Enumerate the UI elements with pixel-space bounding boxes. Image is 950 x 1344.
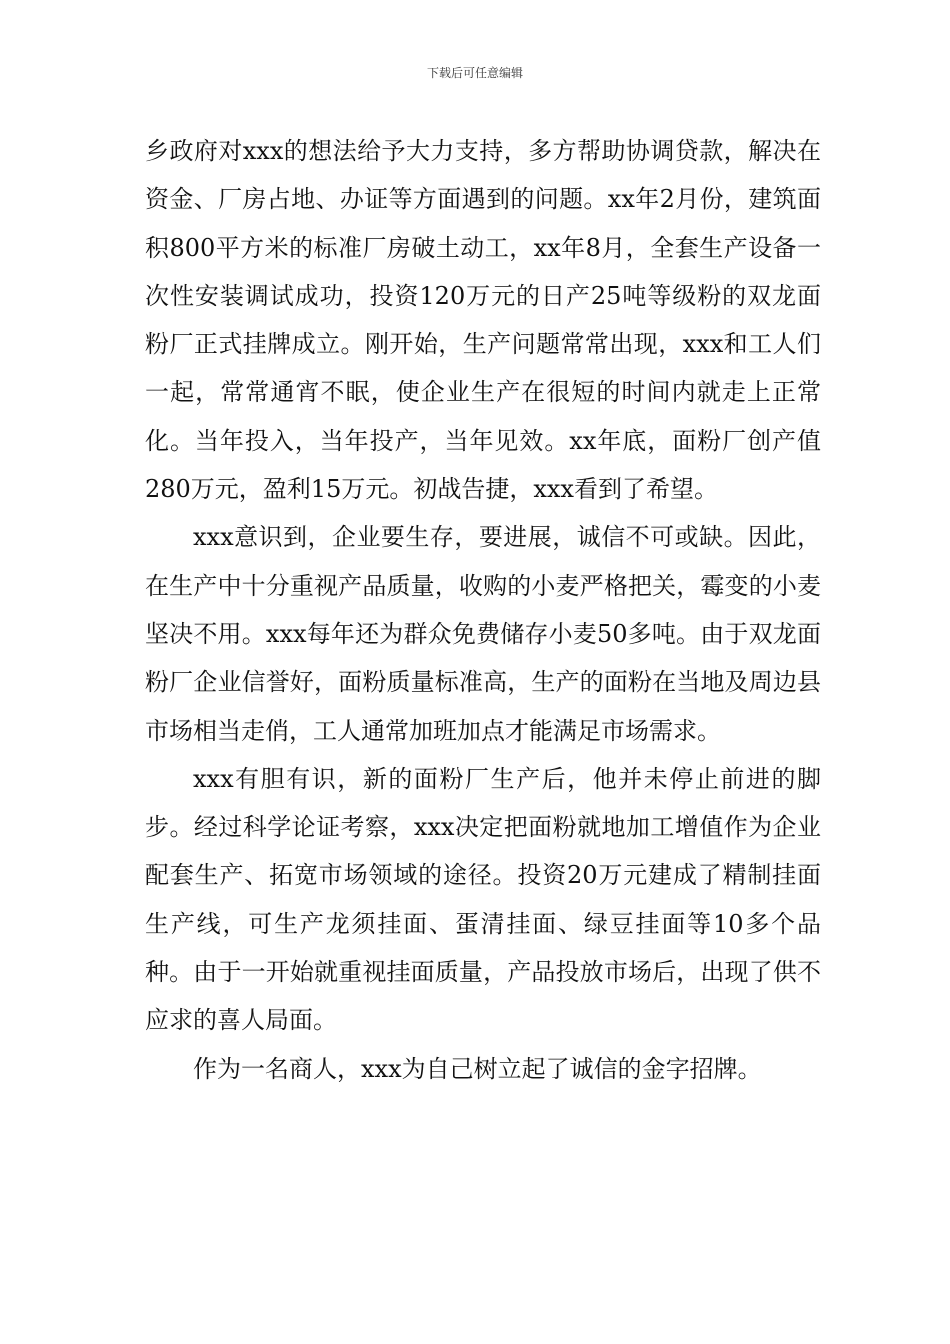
paragraph-3: xxx有胆有识，新的面粉厂生产后，他并未停止前进的脚步。经过科学论证考察，xxx决定把面粉就地加工增值作为企业配套生产、拓宽市场领域的途径。投资20万元建成了精制挂面生产线，可生产龙须挂面、蛋清挂面、绿豆挂面等10多个品种。由于一开始就重视挂面质量，产品投放市场后，出现了供不应求的喜人局面。: [145, 764, 821, 1035]
paragraph-1: 乡政府对xxx的想法给予大力支持，多方帮助协调贷款，解决在资金、厂房占地、办证等方面遇到的问题。xx年2月份，建筑面积800平方米的标准厂房破土动工，xx年8月，全套生产设备一次性安装调试成功，投资120万元的日产25吨等级粉的双龙面粉厂正式挂牌成立。刚开始，生产问题常常出现，xxx和工人们一起，常常通宵不眠，使企业生产在很短的时间内就走上正常化。当年投入，当年投产，当年见效。xx年底，面粉厂创产值280万元，盈利15万元。初战告捷，xxx看到了希望。: [145, 137, 821, 504]
document-body: [145, 127, 821, 1093]
page-header: 下载后可任意编辑: [426, 66, 523, 80]
paragraph-2: xxx意识到，企业要生存，要进展，诚信不可或缺。因此，在生产中十分重视产品质量，收购的小麦严格把关，霉变的小麦坚决不用。xxx每年还为群众免费储存小麦50多吨。由于双龙面粉厂企业信誉好，面粉质量标准高，生产的面粉在当地及周边县市场相当走俏，工人通常加班加点才能满足市场需求。: [145, 523, 821, 745]
paragraph-4: 作为一名商人，xxx为自己树立起了诚信的金字招牌。: [193, 1054, 762, 1083]
